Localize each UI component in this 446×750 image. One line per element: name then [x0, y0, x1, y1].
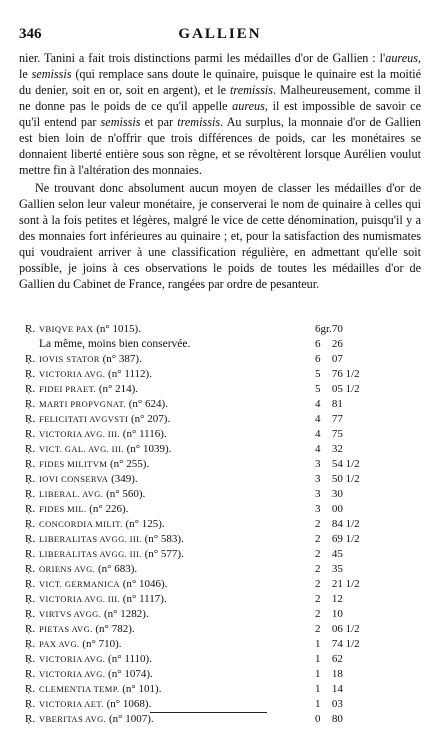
paragraph-tanini [19, 50, 421, 178]
catalog-reference: (n° 1015). [96, 323, 141, 335]
text-run: . Au surplus, la monnaie d'or de Gallien est bien loin de n'offrir que trois différences de poids, car les monétaires se donnaient liberté entière sous son règne, et se révoltèrent lorsque Aurélien voulut mettre fin à l'altération des monnaies. [19, 115, 421, 177]
text-run: , il est impossible de savoir ce qu'il entend par [19, 99, 422, 129]
table-row [25, 427, 372, 442]
grams-value: 1 [315, 698, 321, 710]
weight-grams [315, 442, 332, 457]
text-run: (qui remplace sans doute le quinaire, puisque le quinaire est la moitié du denier, soit en or, soit en argent), et le [19, 67, 422, 97]
coin-legend: FIDES MIL. [39, 504, 87, 514]
weight-grams [315, 397, 332, 412]
reverse-mark: Ŗ. [25, 593, 36, 605]
weight-centigrams: 54 1/2 [331, 458, 360, 470]
coin-legend: VICT. GAL. AVG. III. [39, 444, 124, 454]
grams-value: 3 [315, 488, 321, 500]
table-row [25, 337, 372, 352]
coin-description [39, 442, 315, 457]
table-row [25, 457, 372, 472]
weight-grams [315, 547, 332, 562]
table-row [25, 712, 372, 727]
reverse-mark: Ŗ. [25, 653, 36, 665]
catalog-reference: (n° 1112). [108, 368, 152, 380]
coin-description [39, 547, 315, 562]
table-row [25, 322, 372, 337]
coin-description [39, 367, 315, 382]
coin-legend: IOVI CONSERVA [39, 474, 109, 484]
weight-grams [315, 622, 332, 637]
reverse-mark: Ŗ. [25, 683, 36, 695]
page-number: 346 [19, 26, 42, 42]
reverse-mark: Ŗ. [25, 473, 36, 485]
coin-legend: FIDES MILITVM [39, 459, 108, 469]
coin-legend: CONCORDIA MILIT. [39, 519, 123, 529]
reverse-mark: Ŗ. [25, 383, 36, 395]
reverse-mark: Ŗ. [25, 503, 36, 515]
catalog-reference: (n° 577). [144, 548, 184, 560]
weight-grams [315, 682, 332, 697]
italic-term: semissis [100, 115, 141, 129]
weight-grams [315, 532, 332, 547]
grams-value: 6 [315, 338, 321, 350]
table-row [25, 367, 372, 382]
catalog-reference: (n° 624). [128, 398, 168, 410]
grams-value: 2 [315, 548, 321, 560]
grams-value: 2 [315, 533, 321, 545]
closing-rule [150, 712, 267, 713]
grams-value: 6 [315, 353, 321, 365]
grams-value: 1 [315, 653, 321, 665]
grams-value: 4 [315, 443, 321, 455]
weight-centigrams: 06 1/2 [331, 623, 360, 635]
weight-grams [315, 382, 332, 397]
weight-grams [315, 577, 332, 592]
weight-centigrams: 12 [331, 593, 343, 605]
catalog-reference: (n° 1074). [108, 668, 153, 680]
reverse-mark: Ŗ. [25, 578, 36, 590]
coin-legend: VICTORIA AVG. [39, 654, 106, 664]
coin-description [39, 517, 315, 532]
coin-description [39, 382, 315, 397]
weight-centigrams: 80 [331, 713, 343, 725]
weight-centigrams: 62 [331, 653, 343, 665]
reverse-mark: Ŗ. [25, 548, 36, 560]
table-row [25, 442, 372, 457]
table-row [25, 622, 372, 637]
table-row [25, 487, 372, 502]
grams-value: 4 [315, 428, 321, 440]
catalog-reference: (n° 583). [144, 533, 184, 545]
weight-centigrams: 69 1/2 [331, 533, 360, 545]
coin-legend: PAX AVG. [39, 639, 80, 649]
weight-centigrams: 03 [331, 698, 343, 710]
catalog-reference: (n° 1282). [103, 608, 149, 620]
weight-grams [315, 352, 332, 367]
weight-centigrams: 81 [331, 398, 343, 410]
table-row [25, 397, 372, 412]
weight-centigrams: 50 1/2 [331, 473, 360, 485]
table-row [25, 352, 372, 367]
table-row [25, 502, 372, 517]
grams-value: 2 [315, 578, 321, 590]
reverse-mark: Ŗ. [25, 533, 36, 545]
table-row [25, 577, 372, 592]
grams-value: 2 [315, 608, 321, 620]
grams-value: 1 [315, 668, 321, 680]
coin-legend: LIBERALITAS AVGG. III. [39, 549, 142, 559]
coin-description [39, 562, 315, 577]
reverse-mark: Ŗ. [25, 413, 36, 425]
weight-grams [315, 367, 332, 382]
catalog-reference: (n° 387). [102, 353, 142, 365]
grams-value: 3 [315, 503, 321, 515]
reverse-mark: Ŗ. [25, 488, 36, 500]
table-row [25, 667, 372, 682]
coin-description [39, 592, 315, 607]
weight-grams [315, 427, 332, 442]
coin-description [39, 502, 315, 517]
coin-description [39, 712, 315, 727]
weight-grams [315, 457, 332, 472]
reverse-mark: Ŗ. [25, 368, 36, 380]
table-row [25, 547, 372, 562]
table-row [25, 562, 372, 577]
text-run: , le [19, 51, 421, 81]
catalog-reference: (n° 1046). [122, 578, 168, 590]
weight-grams [315, 337, 332, 352]
grams-value: 3 [315, 458, 321, 470]
text-run: . Malheureusement, comme il ne donne pas le poids de ce qu'il appelle [19, 83, 421, 113]
catalog-reference: (n° 1007). [108, 713, 154, 725]
coin-description [39, 697, 315, 712]
table-row [25, 637, 372, 652]
reverse-mark: Ŗ. [25, 398, 36, 410]
coin-legend: LIBERAL. AVG. [39, 489, 104, 499]
grams-value: 0 [315, 713, 321, 725]
coin-description [39, 607, 315, 622]
catalog-reference: (n° 226). [89, 503, 129, 515]
weight-grams [315, 652, 332, 667]
coin-legend: La même, moins bien conservée. [39, 338, 191, 350]
italic-term: tremissis [230, 83, 273, 97]
coin-description [39, 337, 315, 352]
reverse-mark: Ŗ. [25, 563, 36, 575]
catalog-reference: (n° 1039). [126, 443, 172, 455]
coin-legend: MARTI PROPVGNAT. [39, 399, 126, 409]
catalog-reference: (n° 255). [110, 458, 150, 470]
weight-centigrams: 70 [331, 323, 343, 335]
grams-value: 2 [315, 593, 321, 605]
reverse-mark: Ŗ. [25, 428, 36, 440]
reverse-mark: Ŗ. [25, 608, 36, 620]
coin-description [39, 412, 315, 427]
catalog-reference: (n° 1116). [122, 428, 167, 440]
catalog-reference: (n° 207). [131, 413, 171, 425]
table-row [25, 652, 372, 667]
weight-grams [315, 322, 332, 337]
reverse-mark: Ŗ. [25, 458, 36, 470]
italic-term: semissis [31, 67, 72, 81]
coin-legend: VIRTVS AVGG. [39, 609, 102, 619]
grams-value: 5 [315, 368, 321, 380]
coin-legend: VICTORIA AVG. III. [39, 594, 121, 604]
italic-term: tremissis [177, 115, 221, 129]
weight-centigrams: 10 [331, 608, 343, 620]
table-row [25, 682, 372, 697]
coin-description [39, 352, 315, 367]
grams-value: 6 [315, 323, 321, 335]
coin-description [39, 457, 315, 472]
coin-legend: CLEMENTIA TEMP. [39, 684, 120, 694]
coin-description [39, 472, 315, 487]
coin-legend: FIDEI PRAET. [39, 384, 97, 394]
coin-description [39, 667, 315, 682]
weight-centigrams: 26 [331, 338, 343, 350]
table-row [25, 472, 372, 487]
weight-centigrams: 75 [331, 428, 343, 440]
coin-legend: VBERITAS AVG. [39, 714, 107, 724]
coin-legend: ORIENS AVG. [39, 564, 96, 574]
weight-centigrams: 05 1/2 [331, 383, 360, 395]
weight-grams [315, 472, 332, 487]
italic-term: aureus [385, 51, 418, 65]
text-run: nier. Tanini a fait trois distinctions parmi les médailles d'or de Gallien : l' [19, 51, 386, 65]
weight-centigrams: 77 [331, 413, 343, 425]
coin-legend: VICTORIA AVG. [39, 369, 106, 379]
coin-description [39, 532, 315, 547]
weight-centigrams: 74 1/2 [331, 638, 360, 650]
weight-centigrams: 30 [331, 488, 343, 500]
coin-description [39, 637, 315, 652]
coin-description [39, 487, 315, 502]
coin-legend: FELICITATI AVGVSTI [39, 414, 129, 424]
weight-grams [315, 487, 332, 502]
coin-legend: LIBERALITAS AVGG. III. [39, 534, 142, 544]
grams-value: 3 [315, 473, 321, 485]
table-row [25, 592, 372, 607]
catalog-reference: (n° 101). [122, 683, 162, 695]
reverse-mark: Ŗ. [25, 323, 36, 335]
table-row [25, 517, 372, 532]
weight-grams [315, 592, 332, 607]
weight-centigrams: 00 [331, 503, 343, 515]
coin-weights-table [25, 322, 372, 727]
weight-centigrams: 35 [331, 563, 343, 575]
weight-centigrams: 07 [331, 353, 343, 365]
text-run: et par [140, 115, 178, 129]
catalog-reference: (n° 214). [98, 383, 139, 395]
weight-grams [315, 607, 332, 622]
weight-centigrams: 14 [331, 683, 343, 695]
paragraph-classification: Ne trouvant donc absolument aucun moyen de classer les médailles d'or de Gallien selon leur valeur monétaire, je conserverai le nom de quinaire à celles qui sont à la fois petites et légères, malgré le vice de cette dénomination, puisqu'il y a des monnaies fort inférieures au quinaire ; et, pour la satisfaction des numismates qui voudraient arriver à une classification régulière, en admettant qu'elle soit possible, je joins à ces observations le poids de toutes les médailles d'or de Gallien du Cabinet de France, rangées par ordre de pesanteur. [19, 181, 421, 291]
coin-legend: VICTORIA AVG. III. [39, 429, 121, 439]
reverse-mark: Ŗ. [25, 698, 36, 710]
reverse-mark: Ŗ. [25, 518, 36, 530]
coin-legend: VICTORIA AVG. [39, 669, 106, 679]
catalog-reference: (349). [111, 473, 138, 485]
table-row [25, 382, 372, 397]
reverse-mark: Ŗ. [25, 668, 36, 680]
weight-centigrams: 84 1/2 [331, 518, 360, 530]
weight-centigrams: 76 1/2 [331, 368, 360, 380]
coin-legend: PIETAS AVG. [39, 624, 93, 634]
reverse-mark: Ŗ. [25, 443, 36, 455]
grams-value: 2 [315, 563, 321, 575]
table-row [25, 412, 372, 427]
grams-value: 4 [315, 413, 321, 425]
reverse-mark: Ŗ. [25, 623, 36, 635]
catalog-reference: (n° 125). [125, 518, 165, 530]
grams-value: 5 [315, 383, 321, 395]
weight-centigrams: 32 [331, 443, 343, 455]
grams-value: 1 [315, 638, 321, 650]
coin-description [39, 652, 315, 667]
catalog-reference: (n° 782). [95, 623, 135, 635]
catalog-reference: (n° 1110). [108, 653, 152, 665]
coin-legend: VBIQVE PAX [39, 324, 94, 334]
grams-value: 2 [315, 518, 321, 530]
catalog-reference: (n° 683). [97, 563, 138, 575]
coin-description [39, 427, 315, 442]
coin-description [39, 397, 315, 412]
catalog-reference: (n° 1117). [122, 593, 167, 605]
grams-value: 2 [315, 623, 321, 635]
catalog-reference: (n° 560). [106, 488, 146, 500]
running-title: GALLIEN [178, 26, 262, 42]
catalog-reference: (n° 1068). [106, 698, 152, 710]
reverse-mark [25, 337, 39, 352]
table-row [25, 607, 372, 622]
coin-description [39, 682, 315, 697]
weight-centigrams: 45 [331, 548, 343, 560]
grams-unit: gr. [320, 323, 332, 335]
table-row [25, 697, 372, 712]
reverse-mark: Ŗ. [25, 713, 36, 725]
table-row [25, 532, 372, 547]
coin-description [39, 322, 315, 337]
weight-grams [315, 502, 332, 517]
weight-grams [315, 712, 332, 727]
page-header [19, 26, 421, 46]
coin-description [39, 577, 315, 592]
catalog-reference: (n° 710). [82, 638, 122, 650]
coin-description [39, 622, 315, 637]
weight-grams [315, 667, 332, 682]
coin-legend: IOVIS STATOR [39, 354, 100, 364]
reverse-mark: Ŗ. [25, 353, 36, 365]
reverse-mark: Ŗ. [25, 638, 36, 650]
grams-value: 4 [315, 398, 321, 410]
weight-centigrams: 21 1/2 [331, 578, 360, 590]
coin-legend: VICTORIA AET. [39, 699, 104, 709]
grams-value: 1 [315, 683, 321, 695]
weight-grams [315, 637, 332, 652]
weight-centigrams: 18 [331, 668, 343, 680]
weight-grams [315, 517, 332, 532]
weight-grams [315, 697, 332, 712]
coin-legend: VICT. GERMANICA [39, 579, 120, 589]
weight-grams [315, 562, 332, 577]
italic-term: aureus [232, 99, 265, 113]
weight-grams [315, 412, 332, 427]
